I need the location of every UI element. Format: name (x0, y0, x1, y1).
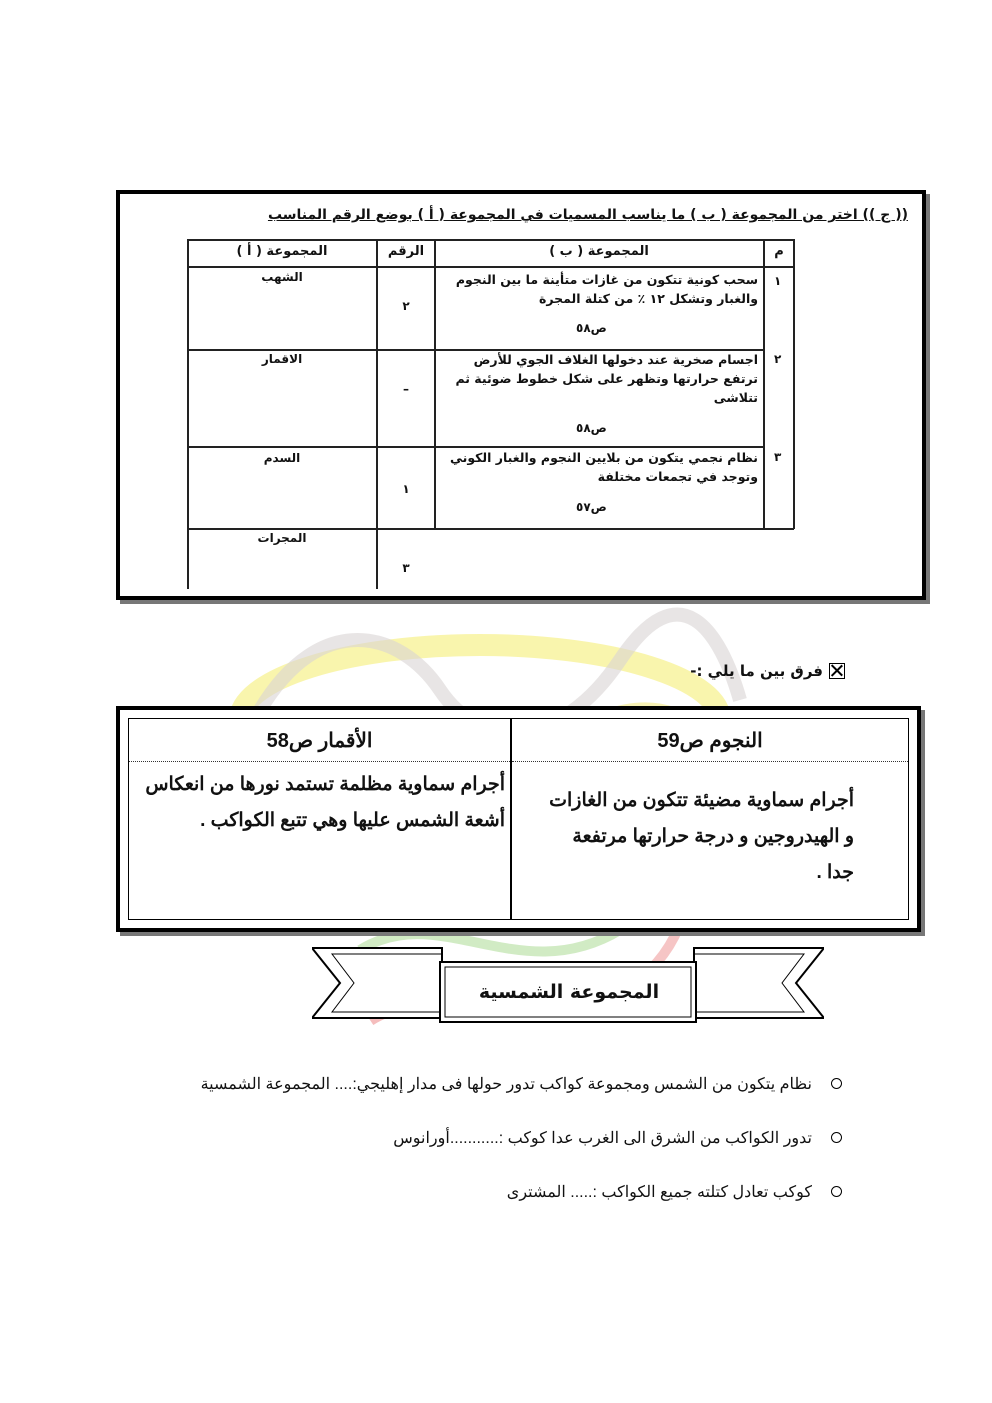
circle-bullet-icon (831, 1186, 842, 1197)
row-3-m: ٣ (774, 450, 782, 464)
list-item (162, 1058, 842, 1112)
table-b-right (793, 239, 795, 529)
table-a-top (187, 239, 434, 241)
difference-title-text: فرق بين ما يلي :- (690, 662, 823, 680)
difference-col-left-body: أجرام سماوية مظلمة تستمد نورها من انعكاس أشعة الشمس عليها وهي تتبع الكواكب . (145, 774, 505, 831)
row-1-m: ١ (774, 274, 782, 288)
circle-bullet-icon (831, 1132, 842, 1143)
matching-box (116, 190, 926, 600)
list-item (162, 1166, 842, 1220)
table-a-head-bottom (187, 266, 434, 268)
bullet-list (162, 1058, 842, 1220)
row-2-a-text: الاقمار (261, 352, 303, 366)
difference-table (128, 718, 909, 920)
row-1-a-text: الشهب (261, 270, 303, 284)
difference-col-right-body: أجرام سماوية مضيئة تتكون من الغازات و الهيدروجين و درجة حرارتها مرتفعة جدا . (549, 790, 854, 883)
table-b-m-sep (763, 239, 765, 529)
row-1-num: ٢ (402, 299, 410, 313)
table-a-row-sep-1 (187, 349, 434, 351)
matching-instruction: (( ج )) اختر من المجموعة ( ب ) ما يناسب المسميات في المجموعة ( أ ) بوضع الرقم المناسب (267, 207, 908, 223)
table-a-num-sep (376, 239, 378, 589)
difference-col-right-head: النجوم ص59 (512, 719, 908, 762)
table-b-left (434, 239, 436, 529)
table-b-top (434, 239, 794, 241)
circle-bullet-icon (831, 1078, 842, 1089)
row-2-b-page: ص٥٨ (576, 421, 607, 435)
row-2-num: – (403, 382, 409, 396)
table-b-bottom (434, 528, 794, 530)
table-a-row-sep-3 (187, 528, 434, 530)
row-3-b-text: نظام نجمي يتكون من بلايين النجوم والغبار الكوني وتوجد في تجمعات مختلفة (449, 450, 758, 484)
header-m: م (774, 244, 784, 259)
row-2-m: ٢ (774, 352, 782, 366)
row-1-b-page: ص٥٨ (576, 321, 607, 335)
row-4-a-text: المجرات (257, 531, 307, 545)
table-a-row-sep-2 (187, 446, 434, 448)
list-item (162, 1112, 842, 1166)
bullet-text: كوكب تعادل كتلته جميع الكواكب :..... المشترى (506, 1184, 812, 1201)
row-3-num: ١ (402, 482, 410, 496)
header-group-b: المجموعة ( ب ) (549, 244, 649, 259)
difference-col-left-head: الأقمار ص58 (129, 719, 510, 762)
table-b-head-bottom (434, 266, 794, 268)
bullet-text: نظام يتكون من الشمس ومجموعة كواكب تدور حولها فى مدار إهليجي:.... المجموعة الشمسية (200, 1076, 812, 1093)
difference-title (660, 662, 845, 680)
header-group-a: المجموعة ( أ ) (236, 244, 328, 259)
header-number: الرقم (387, 244, 425, 259)
difference-box (116, 706, 921, 932)
row-3-a-text: السدم (263, 451, 301, 465)
bullet-text: تدور الكواكب من الشرق الى الغرب عدا كوكب :...........أورانوس (393, 1130, 812, 1147)
checkbox-icon (829, 663, 845, 679)
banner-title: المجموعة الشمسية (478, 981, 660, 1003)
row-3-b-page: ص٥٧ (576, 500, 607, 514)
row-2-b-text: اجسام صخرية عند دخولها الغلاف الجوي للأرض ترتفع حرارتها وتظهر على شكل خطوط ضوئية ثم تتلاشى (455, 352, 758, 405)
row-4-num: ٣ (402, 561, 410, 575)
row-1-b-text: سحب كونية تتكون من غازات متأينة ما بين النجوم والغبار وتشكل ١٢ ٪ من كتلة المجرة (455, 272, 758, 306)
